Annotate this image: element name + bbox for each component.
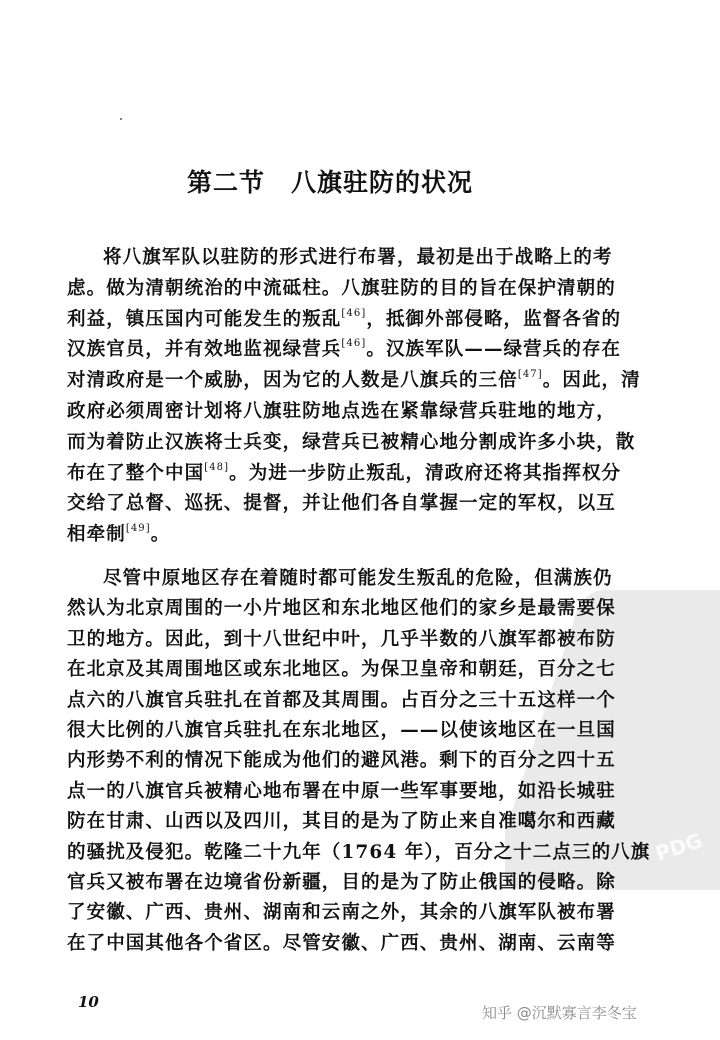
footnote-ref: [46] <box>341 338 367 350</box>
text-line <box>103 567 613 591</box>
text-run: 将八旗军队以驻防的形式进行布署，最初是出于战略上的考 <box>103 247 613 268</box>
text-run: 政府必须周密计划将八旗驻防地点选在紧靠绿营兵驻地的地方， <box>67 401 616 422</box>
text-run: 虑。做为清朝统治的中流砥柱。八旗驻防的目的旨在保护清朝的 <box>67 277 616 299</box>
text-line <box>67 400 616 424</box>
text-run: 很大比例的八旗官兵驻扎在东北地区，——以使该地区在一旦国 <box>67 720 616 741</box>
text-run: 卫的地方。因此，到十八世纪中叶，几乎半数的八旗军都被布防 <box>67 628 616 650</box>
text-line <box>67 689 616 713</box>
text-line <box>67 841 650 865</box>
text-run: 相牵制 <box>67 524 126 546</box>
text-line <box>67 658 616 682</box>
text-run: 然认为北京周围的一小片地区和东北地区他们的家乡是最需要保 <box>67 598 616 620</box>
text-line <box>67 277 616 301</box>
text-run: 了安徽、广西、贵州、湖南和云南之外，其余的八旗军队被布署 <box>67 902 616 924</box>
footnote-ref: [47] <box>517 369 543 381</box>
scan-speck <box>120 118 122 120</box>
text-run: 在北京及其周围地区或东北地区。为保卫皇帝和朝廷，百分之七 <box>67 659 616 681</box>
text-line <box>67 369 641 393</box>
text-run: 而为着防止汉族将士兵变，绿营兵已被精心地分割成许多小块，散 <box>67 431 636 453</box>
section-title: 第二节 八旗驻防的状况 <box>186 168 473 197</box>
text-run: 尽管中原地区存在着随时都可能发生叛乱的危险，但满族仍 <box>103 568 613 589</box>
text-run: 在了中国其他各个省区。尽管安徽、广西、贵州、湖南、云南等 <box>67 932 616 954</box>
footnote-ref: [46] <box>341 307 367 319</box>
text-run: 。 <box>150 524 171 546</box>
text-line <box>67 523 170 547</box>
text-line <box>67 308 621 332</box>
text-line <box>67 932 616 956</box>
text-line <box>67 871 616 895</box>
stamp-label: PDG <box>652 828 706 866</box>
footnote-ref: [49] <box>125 523 151 535</box>
text-line <box>67 597 616 621</box>
text-run: 对清政府是一个威胁，因为它的人数是八旗兵的三倍 <box>67 370 518 392</box>
text-line <box>67 901 616 925</box>
text-line <box>67 749 616 773</box>
text-run: 。为进一步防止叛乱，清政府还将其指挥权分 <box>229 462 622 484</box>
text-run: 。因此，清 <box>542 370 641 392</box>
text-line <box>67 780 616 804</box>
text-line <box>67 810 616 834</box>
text-run: 。汉族军队——绿营兵的存在 <box>366 339 622 361</box>
text-line <box>67 462 621 486</box>
text-run: 防在甘肃、山西以及四川，其目的是为了防止来自准噶尔和西藏 <box>67 811 616 833</box>
text-run: 交给了总督、巡抚、提督，并让他们各自掌握一定的军权，以互 <box>67 493 616 515</box>
footnote-ref: [48] <box>204 461 230 473</box>
text-line <box>67 719 616 743</box>
text-run: 布在了整个中国 <box>67 462 205 484</box>
text-run: 汉族官员，并有效地监视绿营兵 <box>67 339 342 361</box>
zhihu-watermark: 知乎 @沉默寡言李冬宝 <box>482 1004 637 1022</box>
text-run: 官兵又被布署在边境省份新疆，目的是为了防止俄国的侵略。除 <box>67 872 616 893</box>
text-line <box>67 338 621 362</box>
text-run: ，抵御外部侵略，监督各省的 <box>366 308 622 330</box>
text-run: 点六的八旗官兵驻扎在首都及其周围。占百分之三十五这样一个 <box>67 689 616 711</box>
text-line <box>103 246 613 270</box>
text-line <box>67 431 635 455</box>
text-run: 利益，镇压国内可能发生的叛乱 <box>67 308 342 330</box>
text-line <box>67 492 616 516</box>
page-number: 10 <box>78 993 99 1011</box>
text-run: 内形势不利的情况下能成为他们的避风港。剩下的百分之四十五 <box>67 750 616 772</box>
text-run: 点一的八旗官兵被精心地布署在中原一些军事要地，如沿长城驻 <box>67 780 616 802</box>
text-line <box>67 628 616 652</box>
text-run: 的骚扰及侵犯。乾隆二十九年（1764 年），百分之十二点三的八旗 <box>67 841 651 863</box>
